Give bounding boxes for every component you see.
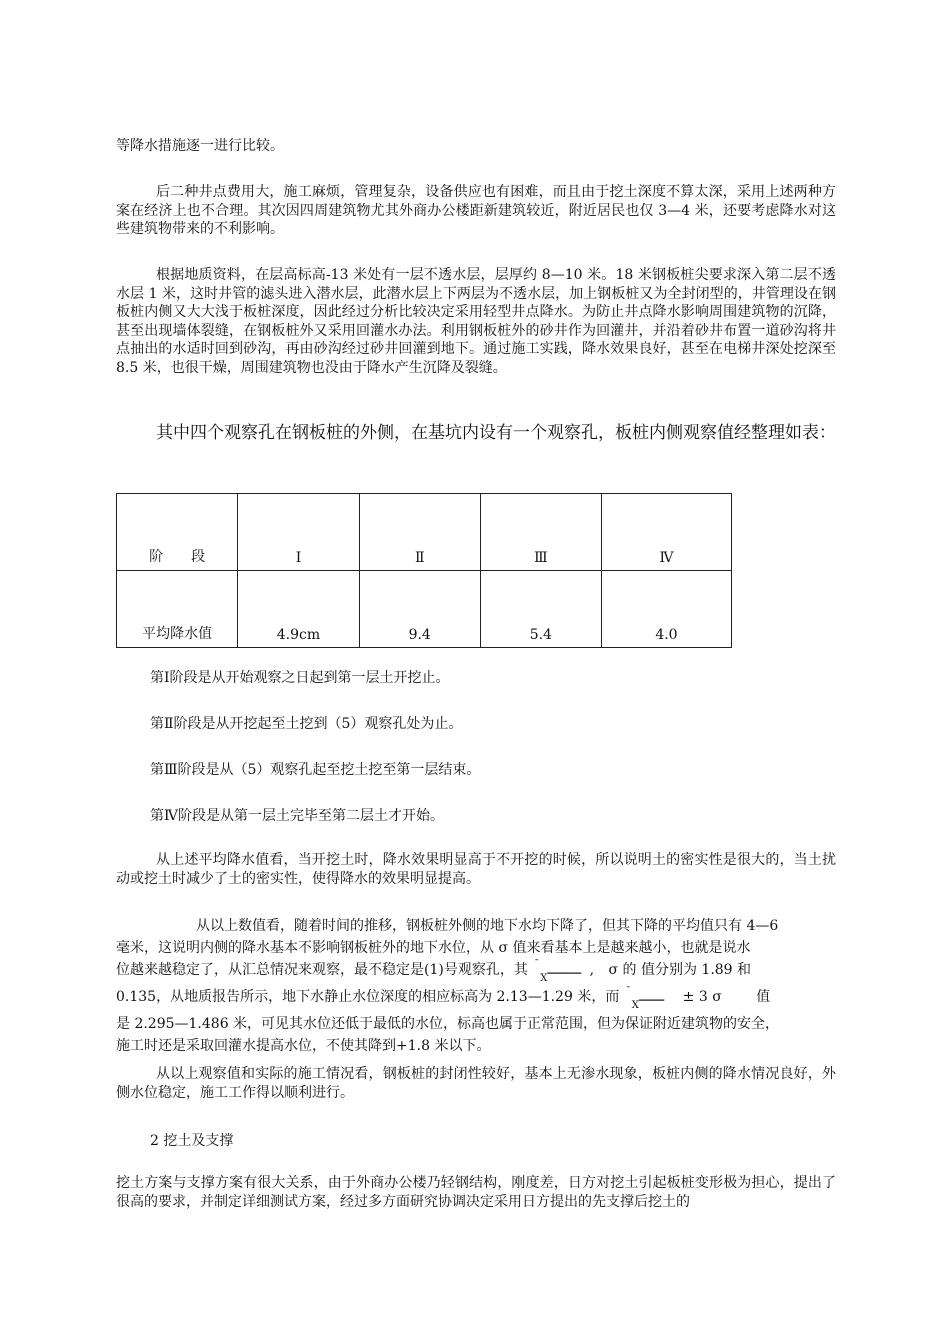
table-cell: Ⅳ	[601, 494, 731, 571]
table-cell: Ⅱ	[359, 494, 480, 571]
paragraph-7: 从以上观察值和实际的施工情况看，钢板桩的封闭性较好，基本上无渗水现象，板桩内侧的降水情况良好，外侧水位稳定，施工工作得以顺利进行。	[116, 1066, 836, 1101]
table-cell: 4.0	[601, 571, 731, 648]
section-heading-2: 2 挖土及支撑	[150, 1133, 234, 1149]
paragraph-3: 根据地质资料，在层高标高-13 米处有一层不透水层，层厚约 8—10 米。18 米钢板桩尖要求深入第二层不透水层 1 米，这时井管的滤头进入潜水层，此潜水层上下两层为不透水层，加上钢板桩又为全封闭型的，井管理设在钢板桩内侧又大大浅于板桩深度，因此经过分析比较决定采用轻型井点降水。为防止井点降水影响周围建筑物的沉降，甚至出现墙体裂缝，在钢板桩外又采用回灌水办法。利用钢板桩外的砂井作为回灌井，并沿着砂井布置一道砂沟将井点抽出的水适时回到砂沟，再由砂沟经过砂井回灌到地下。通过施工实践，降水效果良好，甚至在电梯井深处挖深至 8.5 米，也很干燥，周围建筑物也没由于降水产生沉降及裂缝。	[116, 267, 836, 376]
paragraph-6	[116, 915, 836, 1057]
p6-line-6: 施工时还是采取回灌水提高水位，不使其降到+1.8 米以下。	[116, 1038, 491, 1054]
p6-line-3: 位越来越稳定了，从汇总情况来观察，最不稳定是(1)号观察孔，其 ¯ $_X$──── , σ 的 值分别为 1.89 和	[116, 959, 752, 984]
table-row	[117, 571, 732, 648]
paragraph-4: 其中四个观察孔在钢板桩的外侧，在基坑内设有一个观察孔，板桩内侧观察值经整理如表：	[156, 423, 836, 443]
x-bar-symbol-2: ¯ $_X$───	[625, 986, 665, 1011]
p6-line-3-tail: σ 的 值分别为 1.89 和	[608, 962, 752, 978]
table-header-row	[117, 494, 732, 571]
stage-4-note: 第Ⅳ阶段是从第一层土完毕至第二层土才开始。	[150, 808, 444, 824]
p6-line-3-text: 位越来越稳定了，从汇总情况来观察，最不稳定是(1)号观察孔，其	[116, 962, 528, 978]
table-cell: 阶 段	[117, 494, 238, 571]
paragraph-2: 后二种井点费用大，施工麻烦，管理复杂，设备供应也有困难，而且由于挖土深度不算太深，采用上述两种方案在经济上也不合理。其次因四周建筑物尤其外商办公楼距新建筑较近，附近居民也仅 3—4 米，还要考虑降水对这些建筑物带来的不利影响。	[116, 184, 836, 237]
p6-line-5: 是 2.295—1.486 米，可见其水位还低于最低的水位，标高也属于正常范围，但为保证附近建筑物的安全，	[116, 1016, 780, 1032]
stage-1-note: 第Ⅰ阶段是从开始观察之日起到第一层土开挖止。	[150, 670, 450, 686]
paragraph-5: 从上述平均降水值看，当开挖土时，降水效果明显高于不开挖的时候，所以说明土的密实性是很大的，当土扰动或挖土时减少了土的密实性，使得降水的效果明显提高。	[116, 852, 836, 887]
table-cell: 5.4	[480, 571, 601, 648]
stage-2-note: 第Ⅱ阶段是从开挖起至土挖到（5）观察孔处为止。	[150, 716, 463, 732]
stage-3-note: 第Ⅲ阶段是从（5）观察孔起至挖土挖至第一层结束。	[150, 762, 481, 778]
p6-line-4-tail: 值	[756, 989, 771, 1005]
table-cell: 4.9cm	[238, 571, 359, 648]
pm-3-sigma: ± 3 σ	[682, 989, 722, 1005]
x-bar-symbol: ¯ $_X$────	[534, 959, 586, 984]
table-cell: 9.4	[359, 571, 480, 648]
p6-line-4-text: 0.135，从地质报告所示，地下水静止水位深度的相应标高为 2.13—1.29 米，而	[116, 989, 620, 1005]
paragraph-1: 等降水措施逐一进行比较。	[116, 138, 284, 154]
table-cell: Ⅲ	[480, 494, 601, 571]
table-cell: Ⅰ	[238, 494, 359, 571]
table-cell: 平均降水值	[117, 571, 238, 648]
p6-line-4	[116, 986, 836, 1013]
p6-line-1: 从以上数值看，随着时间的推移，钢板桩外侧的地下水均下降了，但其下降的平均值只有 4—6	[196, 918, 779, 934]
paragraph-8: 挖土方案与支撑方案有很大关系，由于外商办公楼乃轻钢结构，刚度差，日方对挖土引起板桩变形极为担心，提出了很高的要求，并制定详细测试方案，经过多方面研究协调决定采用日方提出的先支撑后挖土的	[116, 1175, 836, 1210]
observation-table	[116, 493, 732, 648]
p6-line-2: 毫米，这说明内侧的降水基本不影响钢板桩外的地下水位，从 σ 值来看基本上是越来越小，也就是说水	[116, 940, 751, 956]
